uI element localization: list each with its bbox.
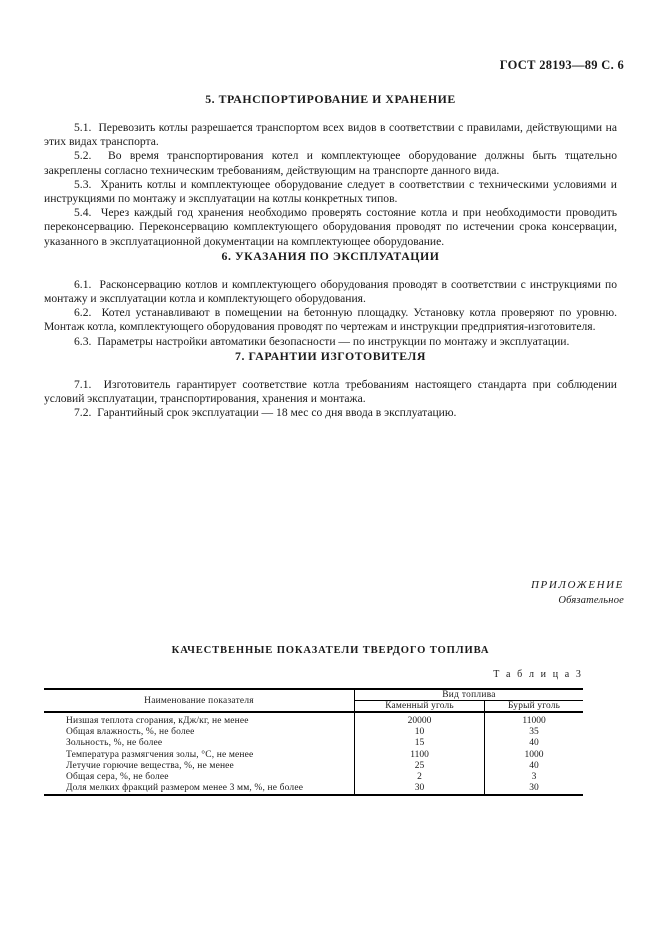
- table-row: [44, 783, 583, 795]
- header-hard-coal: Каменный уголь: [355, 701, 485, 713]
- table-head: [44, 689, 583, 712]
- paragraph-text: Во время транспортирования котел и комплектующее оборудование должны быть тщательно закреплены согласно техническим требованиям, действующим на транспорте данного вида.: [44, 149, 618, 177]
- cell-brown-coal: 35: [529, 727, 539, 738]
- cell-brown-coal: 40: [529, 760, 539, 771]
- table-row: [44, 738, 583, 749]
- paragraph-6-1: [44, 278, 617, 306]
- paragraph-number: 7.2.: [74, 406, 92, 420]
- paragraph-number: 5.3.: [74, 177, 92, 191]
- paragraph-7-2: [44, 406, 617, 420]
- cell-indicator-name: Зольность, %, не более: [44, 738, 355, 749]
- table-header-row-group: [44, 690, 583, 701]
- appendix-title: ПРИЛОЖЕНИЕ: [531, 579, 624, 591]
- cell-hard-coal: 10: [355, 727, 485, 738]
- section-title-5: 5. ТРАНСПОРТИРОВАНИЕ И ХРАНЕНИЕ: [205, 92, 456, 106]
- cell-brown-coal: 11000: [522, 716, 546, 726]
- paragraph-number: 5.4.: [74, 206, 92, 220]
- table-row: [44, 749, 583, 760]
- cell-brown-coal: 40: [529, 738, 539, 749]
- paragraph-text: Котел устанавливают в помещении на бетонную площадку. Установку котла проверяют по уровню. Монтаж котла, комплектующего оборудования проводят по чертежам и инструкции предприятия-изготовителя.: [44, 306, 618, 334]
- paragraph-5-3: [44, 178, 617, 206]
- paragraph-6-2: [44, 306, 617, 334]
- table-number-label: Т а б л и ц а 3: [493, 669, 583, 680]
- paragraph-number: 6.1.: [74, 277, 92, 291]
- cell-brown-coal: 1000: [524, 749, 544, 760]
- paragraph-text: Гарантийный срок эксплуатации — 18 мес со дня ввода в эксплуатацию.: [97, 406, 457, 420]
- table-row: [44, 712, 583, 727]
- running-head: ГОСТ 28193—89 С. 6: [499, 58, 624, 72]
- paragraph-text: Перевозить котлы разрешается транспортом всех видов в соответствии с правилами, действующими на этих видах транспорта.: [44, 121, 617, 149]
- cell-brown-coal: 30: [529, 783, 539, 794]
- table-row: [44, 771, 583, 782]
- appendix-subtitle: Обязательное: [558, 595, 624, 606]
- paragraph-number: 6.3.: [74, 334, 92, 348]
- section-title-6: 6. УКАЗАНИЯ ПО ЭКСПЛУАТАЦИИ: [221, 248, 440, 263]
- header-indicator-name: Наименование показателя: [44, 690, 355, 712]
- appendix-label: [531, 578, 624, 608]
- document-body: [44, 92, 617, 420]
- paragraph-number: 6.2.: [74, 306, 92, 320]
- cell-hard-coal: 15: [355, 738, 485, 749]
- paragraph-5-4: [44, 206, 617, 249]
- table-body: [44, 712, 583, 799]
- rule: [44, 795, 583, 799]
- cell-indicator-name: Низшая теплота сгорания, кДж/кг, не менее: [44, 712, 355, 727]
- cell-hard-coal: 25: [355, 760, 485, 771]
- paragraph-number: 5.1.: [74, 121, 92, 134]
- cell-indicator-name: Общая сера, %, не более: [44, 771, 355, 782]
- paragraph-text: Изготовитель гарантирует соответствие котла требованиям настоящего стандарта при соблюдении условий эксплуатации, транспортирования, хранения и монтажа.: [44, 377, 617, 406]
- cell-hard-coal: 30: [355, 783, 485, 795]
- paragraph-6-3: [44, 335, 617, 349]
- cell-hard-coal: 20000: [355, 712, 485, 727]
- paragraph-text: Расконсервацию котлов и комплектующего оборудования проводят в соответствии с инструкциями по монтажу и эксплуатации котла и комплектующего оборудования.: [44, 277, 617, 306]
- paragraph-5-2: [44, 149, 617, 177]
- header-brown-coal: Бурый уголь: [485, 701, 583, 713]
- fuel-quality-table: [44, 688, 583, 799]
- table-row: [44, 727, 583, 738]
- cell-indicator-name: Летучие горючие вещества, %, не менее: [44, 760, 355, 771]
- header-fuel-type: Вид топлива: [355, 690, 584, 701]
- cell-brown-coal: 3: [531, 771, 537, 782]
- cell-indicator-name: Доля мелких фракций размером менее 3 мм, %, не более: [44, 783, 355, 795]
- paragraph-5-1: [44, 121, 617, 149]
- cell-hard-coal: 1100: [355, 749, 485, 760]
- paragraph-number: 7.1.: [74, 377, 92, 391]
- cell-hard-coal: 2: [355, 771, 485, 782]
- paragraph-number: 5.2.: [74, 149, 92, 163]
- paragraph-text: Хранить котлы и комплектующее оборудование следует в соответствии с техническими условиями и инструкциями по монтажу и эксплуатации на котлы конкретных типов.: [44, 177, 618, 206]
- paragraph-text: Через каждый год хранения необходимо проверять состояние котла и при необходимости проводить переконсервацию. Переконсервацию комплектующего оборудования проводят по истечении срока консервации, указанного в эксплуатационной документации на комплектующее оборудование.: [44, 206, 618, 248]
- paragraph-text: Параметры настройки автоматики безопасности — по инструкции по монтажу и эксплуатации.: [97, 334, 570, 348]
- table-row: [44, 760, 583, 771]
- table-bottom-rule: [44, 795, 583, 799]
- cell-indicator-name: Общая влажность, %, не более: [44, 727, 355, 738]
- table-title: КАЧЕСТВЕННЫЕ ПОКАЗАТЕЛИ ТВЕРДОГО ТОПЛИВА: [171, 645, 490, 656]
- cell-indicator-name: Температура размягчения золы, °С, не менее: [44, 749, 355, 760]
- paragraph-7-1: [44, 378, 617, 406]
- section-title-7: 7. ГАРАНТИИ ИЗГОТОВИТЕЛЯ: [235, 348, 426, 363]
